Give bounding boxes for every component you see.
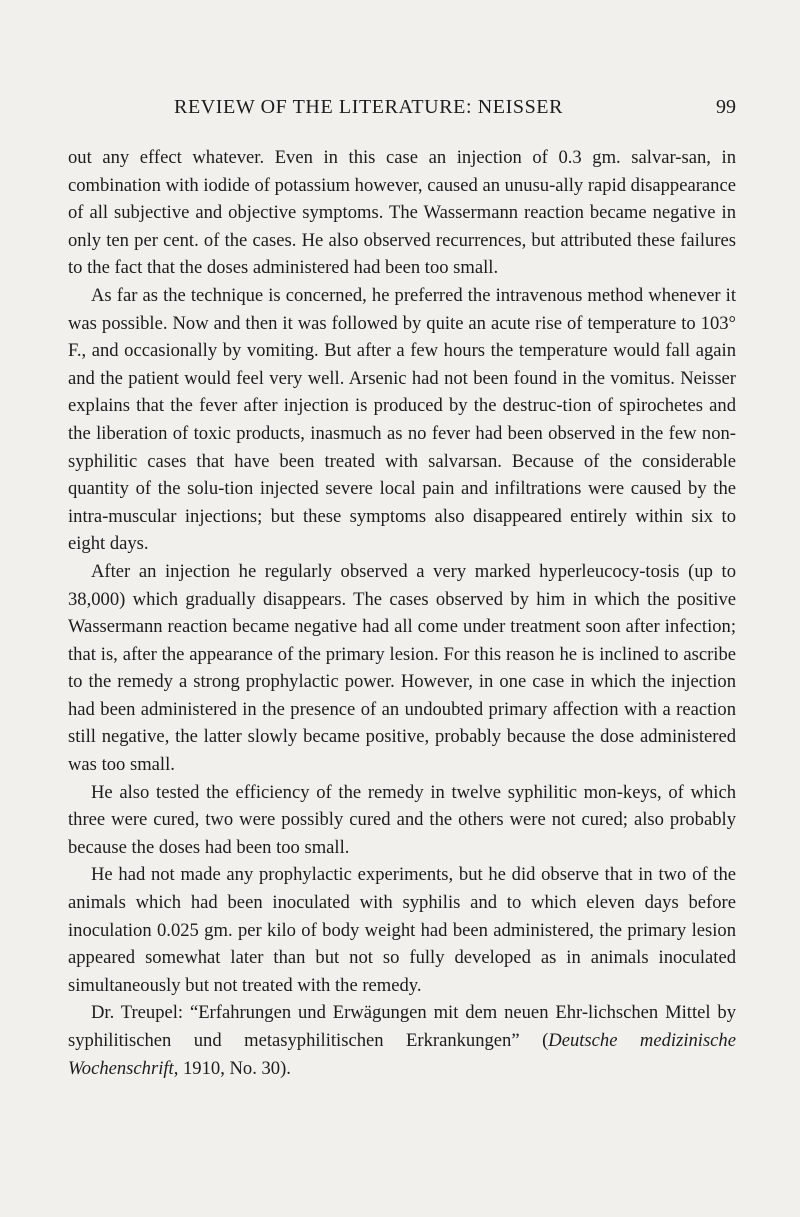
citation-journal: Deutsche medizinische Wochenschrift (68, 1030, 736, 1079)
page-number: 99 (716, 96, 736, 118)
citation-text-before: Dr. Treupel: “Erfahrungen und Erwägungen mit dem neuen Ehr-lichschen Mittel by syphilitischen und metasyphilitischen Erkrankungen” ( (68, 1002, 736, 1051)
running-head (68, 94, 736, 120)
running-title: REVIEW OF THE LITERATURE: NEISSER (174, 96, 564, 118)
citation-text-after: , 1910, No. 30). (173, 1057, 291, 1079)
citation-paragraph (68, 999, 736, 1082)
paragraph-5: He had not made any prophylactic experiments, but he did observe that in two of the animals which had been inoculated with syphilis and to which eleven days before inoculation 0.025 gm. per kilo of body weight had been administered, the primary lesion appeared somewhat later than but not so fully developed as in animals inoculated simultaneously but not treated with the remedy. (68, 864, 736, 996)
paragraph-2: As far as the technique is concerned, he preferred the intravenous method whenever it was possible. Now and then it was followed by quite an acute rise of temperature to 103° F., and occasionally by vomiting. But after a few hours the temperature would fall again and the patient would feel very well. Arsenic had not been found in the vomitus. Neisser explains that the fever after injection is produced by the destruc-tion of spirochetes and the liberation of toxic products, inasmuch as no fever had been observed in the few non-syphilitic cases that have been treated with salvarsan. Because of the considerable quantity of the solu-tion injected severe local pain and infiltrations were caused by the intra-muscular injections; but these symptoms also disappeared entirely within six to eight days. (68, 284, 736, 555)
paragraph-4: He also tested the efficiency of the remedy in twelve syphilitic mon-keys, of which three were cured, two were possibly cured and the others were not cured; also probably because the doses had been too small. (68, 781, 736, 858)
paragraph-1: out any effect whatever. Even in this case an injection of 0.3 gm. salvar-san, in combination with iodide of potassium however, caused an unusu-ally rapid disappearance of all subjective and objective symptoms. The Wassermann reaction became negative in only ten per cent. of the cases. He also observed recurrences, but attributed these failures to the fact that the doses administered had been too small. (68, 147, 736, 279)
paragraph-3: After an injection he regularly observed a very marked hyperleucocy-tosis (up to 38,000) which gradually disappears. The cases observed by him in which the positive Wassermann reaction became negative had all come under treatment soon after infection; that is, after the appearance of the primary lesion. For this reason he is inclined to ascribe to the remedy a strong prophylactic power. However, in one case in which the injection had been administered in the presence of an undoubted primary affection with a reaction still negative, the latter slowly became positive, probably because the dose administered was too small. (68, 560, 736, 776)
text-body (68, 144, 736, 1082)
